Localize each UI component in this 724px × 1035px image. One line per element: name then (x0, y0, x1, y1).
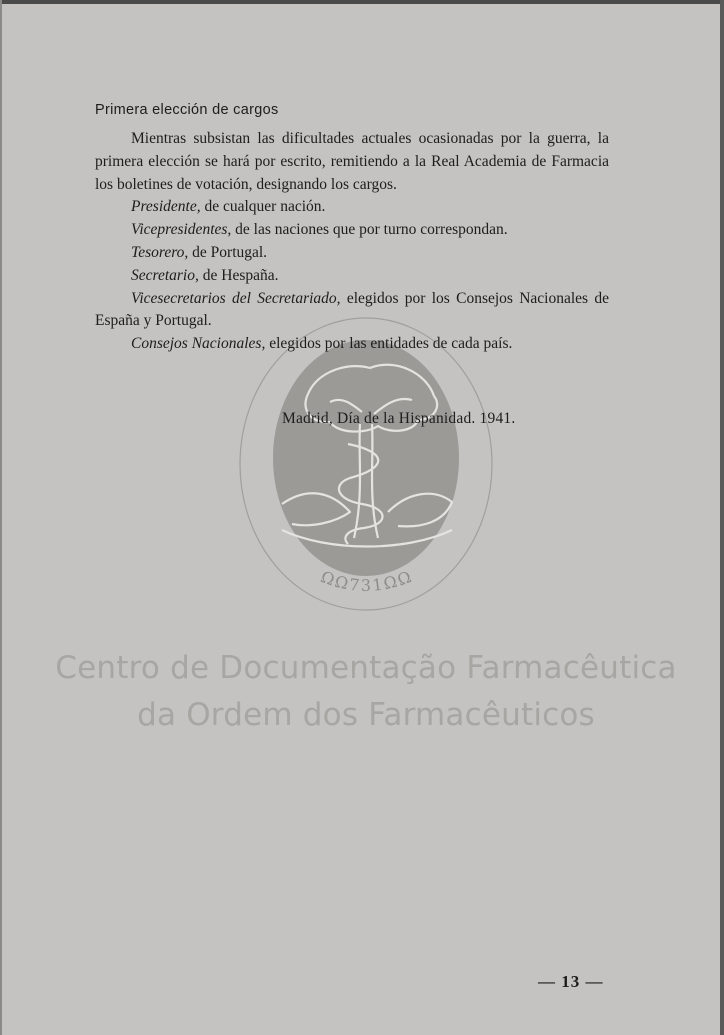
date-line: Madrid, Día de la Hispanidad. 1941. (282, 410, 516, 427)
page-edge-left (0, 0, 2, 1035)
watermark-line-2: da Ordem dos Farmacêuticos (137, 697, 595, 733)
list-item-secretario (95, 265, 609, 288)
intro-paragraph: Mientras subsistan las dificultades actuales ocasionadas por la guerra, la primera elección se hará por escrito, remitiendo a la Real Academia de Farmacia los boletines de votación, designando los cargos. (95, 130, 609, 193)
role-text: de Hespaña. (198, 266, 279, 284)
role-label: Presidente, (131, 198, 201, 216)
list-item-vicesecretarios (95, 288, 609, 334)
list-item-vicepresidentes (95, 219, 609, 242)
role-text: de las naciones que por turno correspondan. (231, 221, 508, 239)
role-text: elegidos por los Consejos Nacionales de España y Portugal. (95, 289, 609, 330)
watermark-line-1: Centro de Documentação Farmacêutica (55, 650, 677, 686)
role-label: Consejos Nacionales, (131, 335, 266, 353)
stamp-inner-oval (273, 340, 459, 576)
role-text: de cualquer nación. (200, 198, 326, 216)
document-body (95, 102, 609, 356)
role-label: Vicepresidentes, (131, 221, 232, 239)
page-edge-right (720, 0, 724, 1035)
page-number: — 13 — (538, 972, 604, 991)
list-item-tesorero (95, 242, 609, 265)
stamp-code: ΩΩ731ΩΩ (318, 566, 416, 596)
section-heading: Primera elección de cargos (95, 102, 279, 118)
role-label: Vicesecretarios del Secretariado, (131, 289, 341, 307)
role-label: Tesorero, (131, 243, 189, 261)
role-text: de Portugal. (188, 243, 268, 261)
library-stamp (238, 316, 494, 612)
role-label: Secretario, (131, 266, 199, 284)
list-item-presidente (95, 196, 609, 219)
role-text: elegidos por las entidades de cada país. (265, 335, 513, 353)
page-edge-top (0, 0, 724, 4)
list-item-consejos (95, 333, 609, 356)
